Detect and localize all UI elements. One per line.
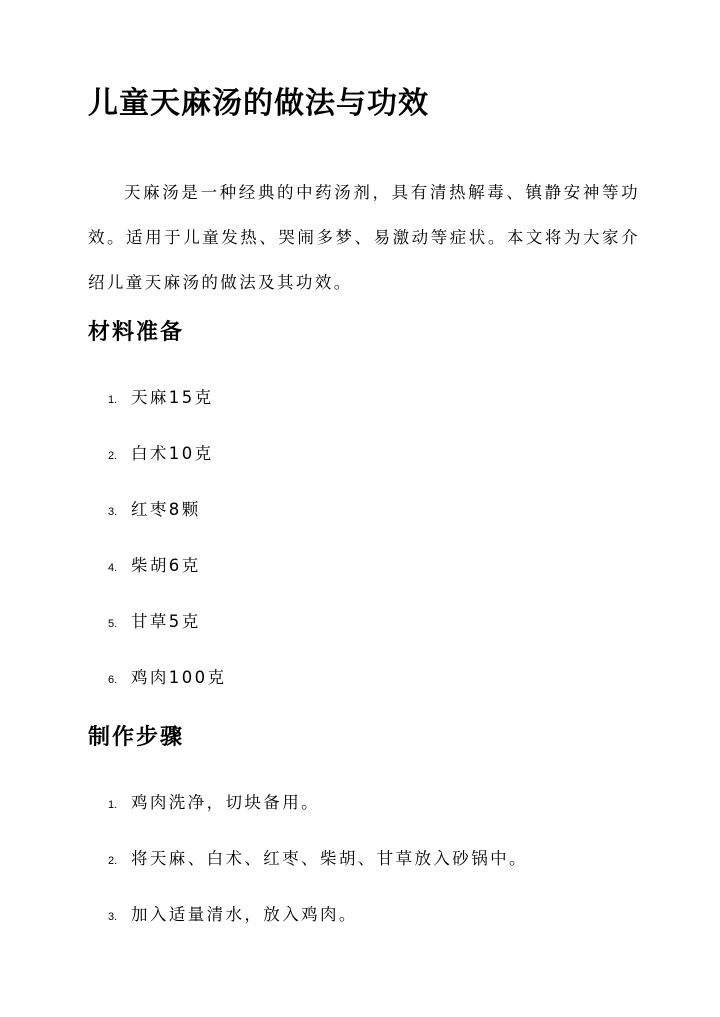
list-item-number: 5.: [108, 618, 118, 630]
list-item-number: 4.: [108, 562, 118, 574]
intro-paragraph: 天麻汤是一种经典的中药汤剂，具有清热解毒、镇静安神等功效。适用于儿童发热、哭闹多梦、易激动等症状。本文将为大家介绍儿童天麻汤的做法及其功效。: [88, 183, 640, 292]
list-item-number: 1.: [108, 799, 118, 811]
list-item-number: 2.: [108, 450, 118, 462]
section-heading-materials: 材料准备: [88, 320, 185, 345]
list-item-text: 白术10克: [131, 444, 214, 463]
list-item-text: 鸡肉100克: [131, 668, 227, 687]
list-item-number: 3.: [108, 911, 118, 923]
list-item-text: 甘草5克: [131, 612, 201, 631]
list-item-number: 3.: [108, 506, 118, 518]
page-title: 儿童天麻汤的做法与功效: [88, 86, 429, 121]
list-item-text: 将天麻、白术、红枣、柴胡、甘草放入砂锅中。: [131, 849, 528, 868]
list-item-text: 天麻15克: [131, 388, 214, 407]
list-item-text: 柴胡6克: [131, 556, 201, 575]
list-item-text: 鸡肉洗净，切块备用。: [131, 793, 320, 812]
section-heading-steps: 制作步骤: [88, 725, 185, 750]
list-item-number: 2.: [108, 855, 118, 867]
list-item-number: 6.: [108, 674, 118, 686]
list-item-number: 1.: [108, 394, 118, 406]
list-item-text: 红枣8颗: [131, 500, 201, 519]
list-item-text: 加入适量清水，放入鸡肉。: [131, 905, 358, 924]
